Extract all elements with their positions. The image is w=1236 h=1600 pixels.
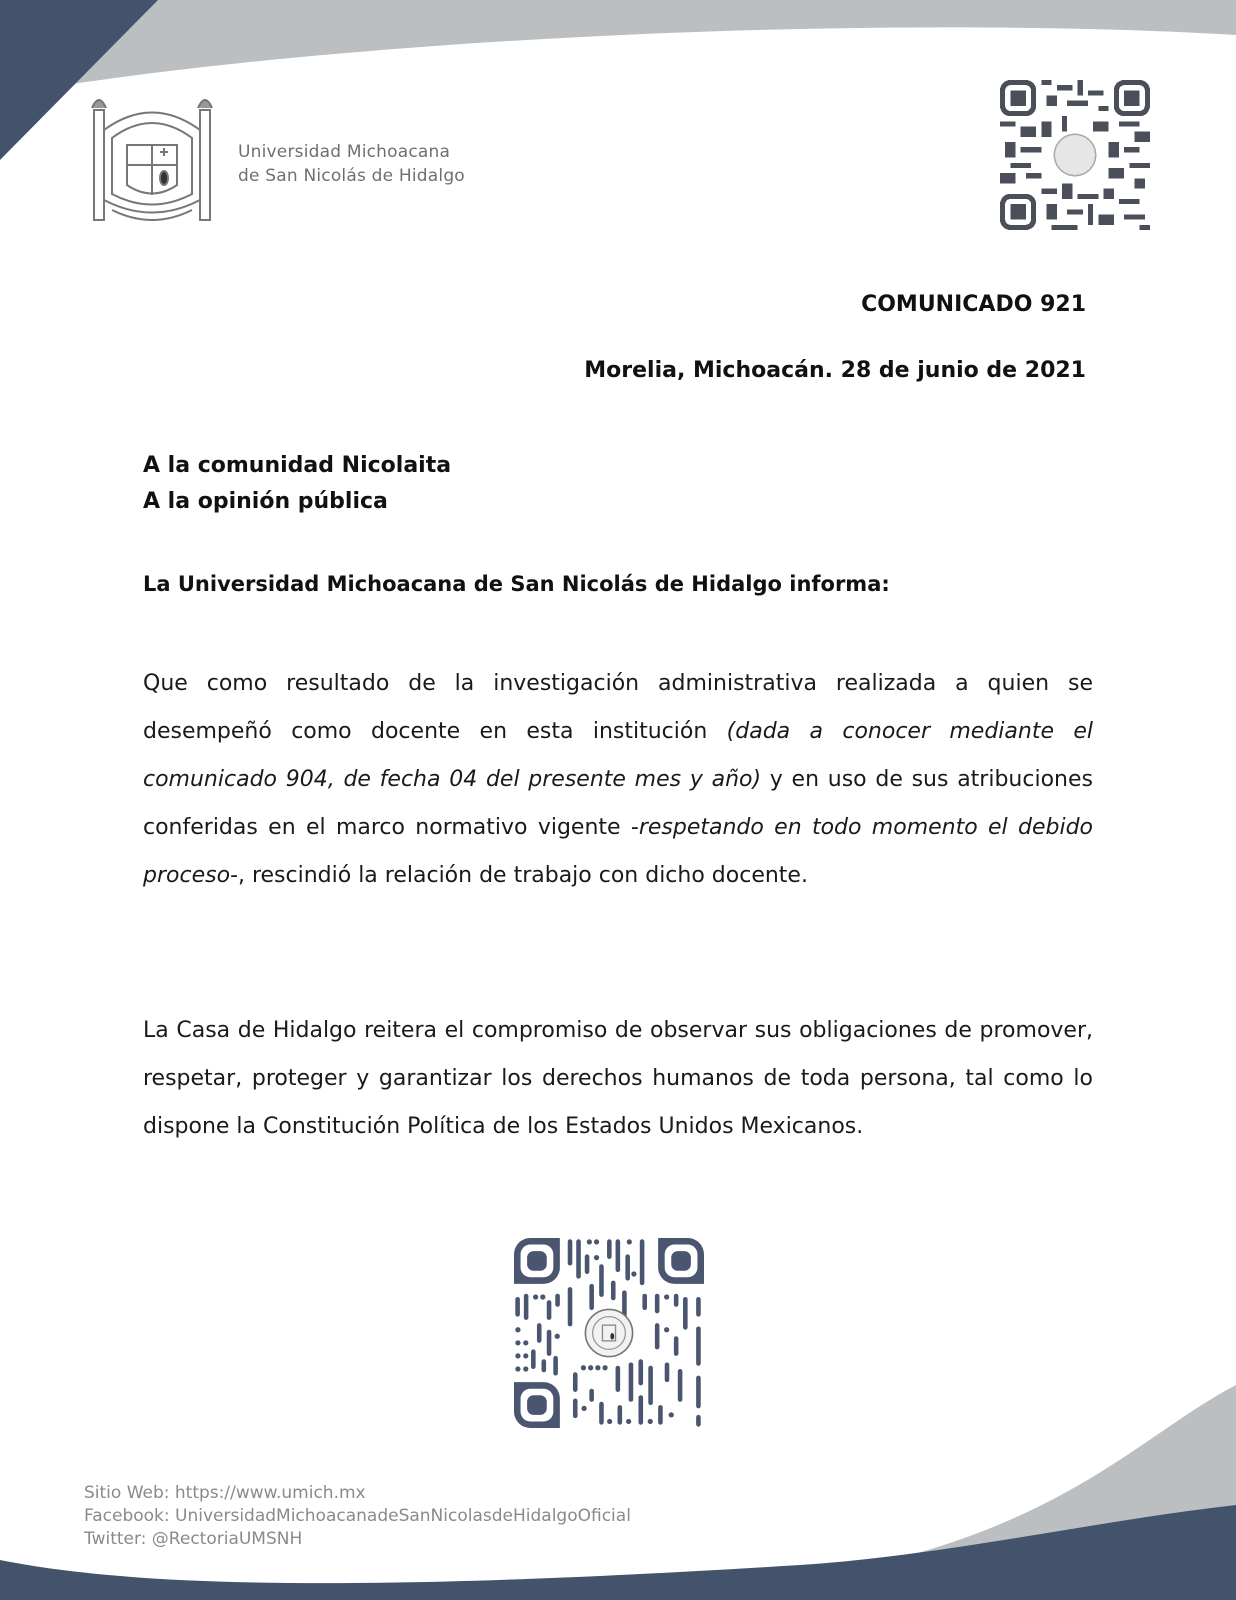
qr-code-icon [514, 1238, 704, 1428]
university-name-line2: de San Nicolás de Hidalgo [238, 166, 465, 186]
informa-heading: La Universidad Michoacana de San Nicolás de Hidalgo informa: [143, 572, 890, 596]
footer-website-link[interactable]: Sitio Web: https://www.umich.mx [84, 1483, 366, 1503]
paragraph-1-text: y en uso de sus atribuciones conferidas en el marco normativo vigente - [143, 767, 1093, 840]
recipient-line: A la opinión pública [143, 489, 388, 514]
paragraph-1-italic-reference: (dada a conocer mediante el comunicado 904, de fecha 04 del presente mes y año) [143, 719, 1094, 792]
recipients [143, 448, 451, 520]
university-name [238, 140, 465, 188]
place-date: Morelia, Michoacán. 28 de junio de 2021 [584, 358, 1086, 383]
paragraph-1 [143, 660, 1093, 900]
university-name-line1: Universidad Michoacana [238, 142, 451, 162]
university-crest-icon [82, 90, 222, 230]
paragraph-1-text: , rescindió la relación de trabajo con dicho docente. [237, 863, 808, 888]
recipient-line: A la comunidad Nicolaita [143, 453, 452, 478]
paragraph-1-text: Que como resultado de la investigación administrativa realizada a quien se desempeñó como docente en esta institución [143, 671, 1093, 744]
comunicado-number: COMUNICADO 921 [861, 292, 1086, 317]
footer-twitter-link[interactable]: Twitter: @RectoriaUMSNH [84, 1529, 303, 1549]
paragraph-2: La Casa de Hidalgo reitera el compromiso de observar sus obligaciones de promover, respetar, proteger y garantizar los derechos humanos de toda persona, tal como lo dispone la Constitución Política de los Estados Unidos Mexicanos. [143, 1018, 1093, 1139]
paragraph-1-italic-due-process: respetando en todo momento el debido proceso- [143, 815, 1093, 888]
footer-contact [84, 1482, 631, 1551]
qr-code-icon [1000, 80, 1150, 230]
footer-facebook-link[interactable]: Facebook: UniversidadMichoacanadeSanNicolasdeHidalgoOficial [84, 1506, 631, 1526]
